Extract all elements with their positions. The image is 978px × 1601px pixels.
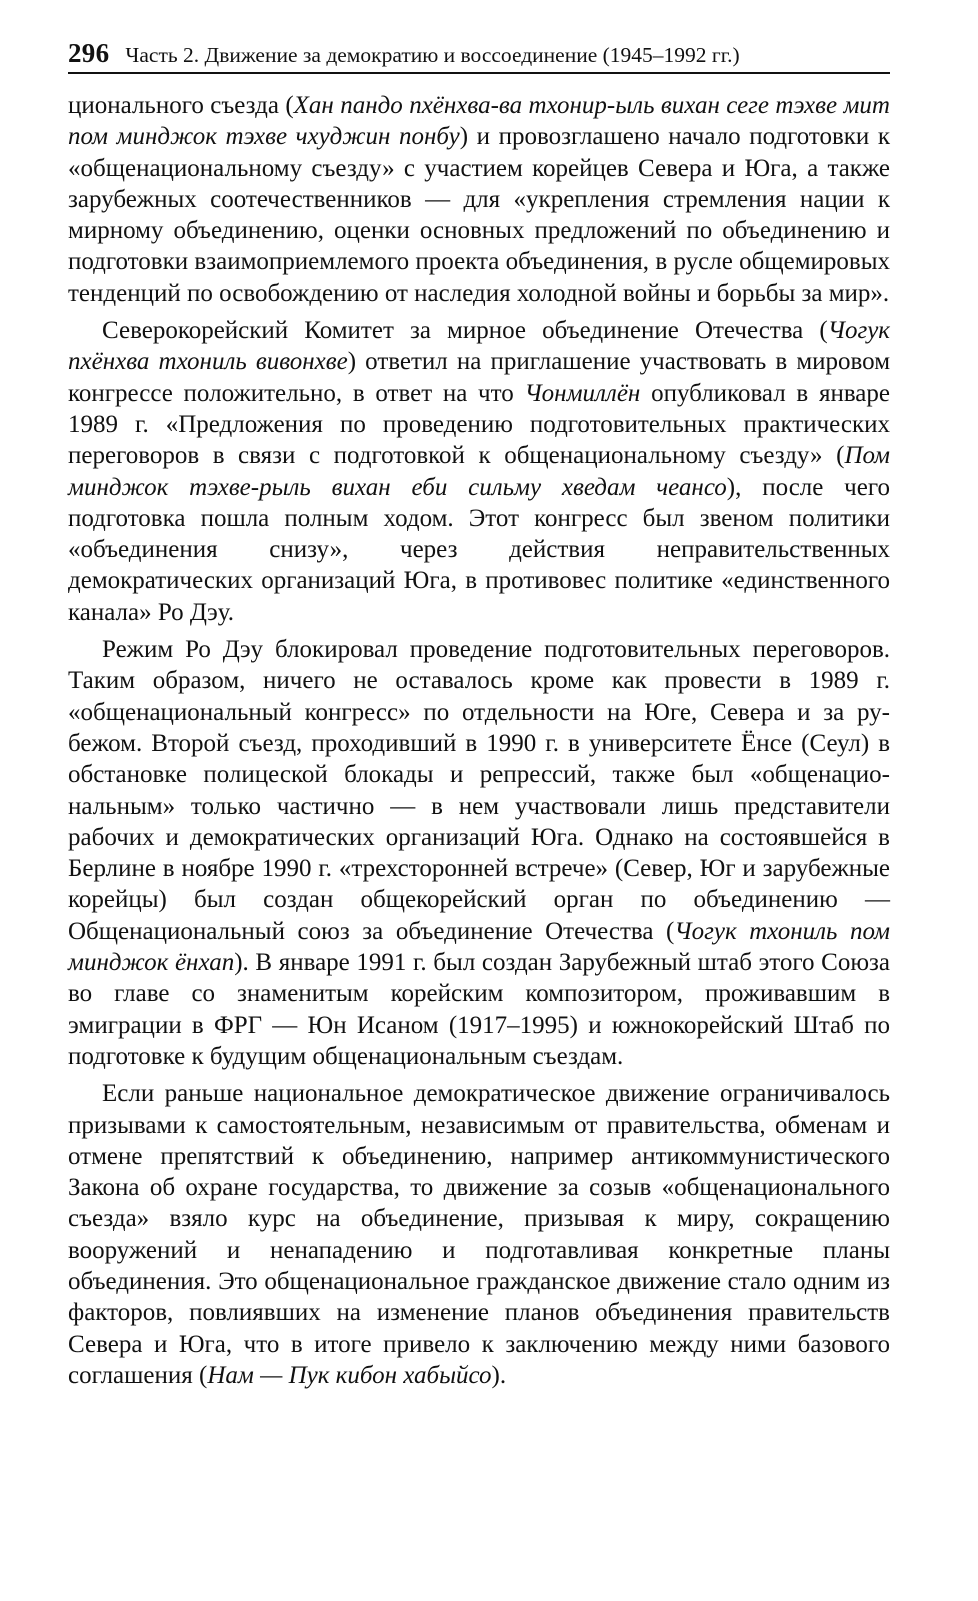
text-segment: ).: [491, 1361, 507, 1389]
page-number: 296: [68, 38, 110, 68]
italic-term: Нам — Пук кибон хабыйсо: [207, 1361, 492, 1389]
body-text: [68, 90, 890, 1391]
text-segment: Северокорейский Комитет за мирное объединение Отечества (: [102, 317, 828, 345]
italic-term: Чонмиллён: [524, 379, 641, 407]
italic-term: Чогук тхониль пом минджок ёнхап: [68, 917, 891, 977]
paragraph-1: [68, 90, 890, 309]
text-segment: ). В январе 1991 г. был создан Зарубежный штаб этого Союза во главе со знаменитым корейским композитором, проживавшим в эмиграции в ФРГ — Юн Исаном (1917–1995) и южнокорейский Штаб по подготовке к будущим общенациональным съездам.: [68, 949, 890, 1070]
text-segment: ), после чего подготовка пошла полным ходом. Этот конгресс был звеном политики «объединения снизу», через действия неправительственных демократических организаций Юга, в противовес политике «единственного канала» Ро Дэу.: [68, 473, 890, 626]
paragraph-3: [68, 634, 890, 1072]
text-segment: Режим Ро Дэу блокировал проведение подготовительных переговоров. Таким образом, ничего не оставалось кроме как провести в 1989 г. «общенациональный конгресс» по отдельности на Юге, Севера и за рубежом. Второй съезд, проходивший в 1990 г. в университете Ёнсе (Сеул) в обстановке полицеской блокады и репрессий, также был «общенациональным» только частично — в нем участвовали лишь представители рабочих и демократических организаций Юга. Однако на состоявшейся в Берлине в ноябре 1990 г. «трехсторонней встрече» (Север, Юг и зарубежные корейцы) был создан общекорейский орган по объединению — Общенациональный союз за объединение Отечества (: [68, 636, 890, 945]
text-segment: ционального съезда (: [68, 92, 294, 119]
running-title: Часть 2. Движение за демократию и воссоединение (1945–1992 гг.): [125, 43, 740, 67]
text-segment: ) и провозглашено начало подготовки к «общенациональному съезду» с участием корейцев Севера и Юга, а также зарубежных соотечественников — для «укрепления стремления нации к мирному объединению, оценки основных предложений по объединению и подготовки взаимоприемлемого проекта объединения, в русле общемировых тенденций по освобождению от наследия холодной войны и борьбы за мир».: [68, 123, 890, 307]
text-segment: ) ответил на приглашение участвовать в мировом конгрессе положительно, в ответ на что: [68, 348, 891, 407]
paragraph-2: [68, 315, 890, 628]
text-segment: опубликовал в январе 1989 г. «Предложения по проведению подготовительных практических переговоров в связи с подготовкой к общенациональному съезду» (: [68, 379, 890, 470]
italic-term: Хан пандо пхёнхва-ва тхонир-ыль вихан сеге тэхве мит пом минджок тэхве чхуджин понбу: [68, 92, 890, 151]
italic-term: Чогук пхёнхва тхониль вивонхве: [68, 317, 890, 376]
text-segment: Если раньше национальное демократическое движение ограничивалось призывами к самостоятельным, независимым от правительства, обменам и отмене препятствий к объединению, например антикоммунистического Закона об охране государства, то движение за созыв «общенационального съезда» взяло курс на объединение, призывая к миру, сокращению вооружений и ненападению и подготавливая конкретные планы объединения. Это общенациональное гражданское движение стало одним из факторов, повлиявших на изменение планов объединения правительств Севера и Юга, что в итоге привело к заключению между ними базового соглашения (: [68, 1080, 890, 1389]
paragraph-4: [68, 1078, 890, 1391]
running-header: [68, 38, 890, 74]
book-page: [68, 38, 890, 1397]
italic-term: Пом минджок тэхве-рыль вихан еби сильму хведам чеансо: [68, 442, 890, 501]
